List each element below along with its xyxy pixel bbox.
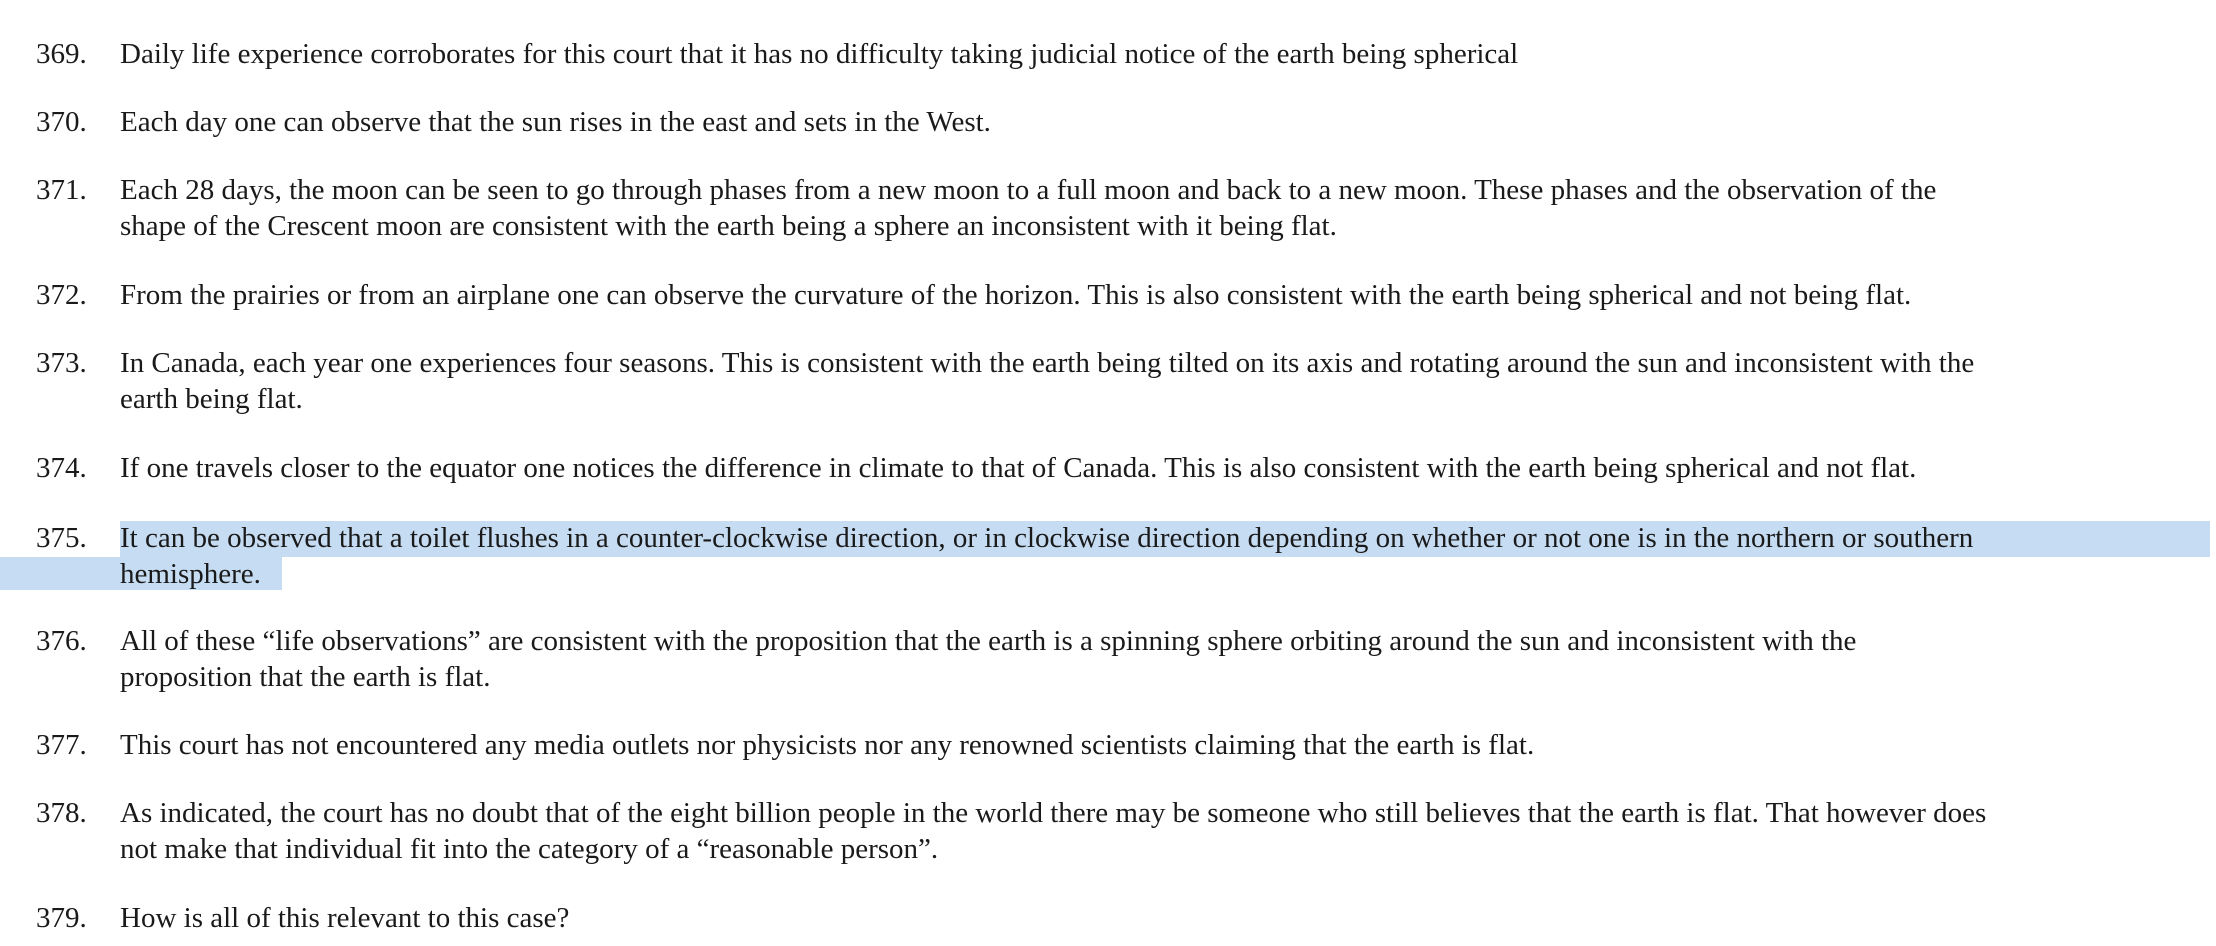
paragraph-number: 375. <box>36 522 87 554</box>
text-line: From the prairies or from an airplane one can observe the curvature of the horizon. This is also consistent with the earth being spherical and not being flat. <box>120 279 1912 311</box>
paragraph-text <box>120 450 2200 486</box>
paragraph-number: 379. <box>36 902 87 934</box>
paragraph-number: 371. <box>36 174 87 206</box>
paragraph-text <box>120 795 2200 867</box>
paragraph-text-selected[interactable] <box>120 520 2200 592</box>
text-line: In Canada, each year one experiences four seasons. This is consistent with the earth being tilted on its axis and rotating around the sun and inconsistent with the <box>120 347 1975 379</box>
paragraph-number: 377. <box>36 729 87 761</box>
paragraph-number: 372. <box>36 279 87 311</box>
paragraph-number: 370. <box>36 106 87 138</box>
paragraph-number: 373. <box>36 347 87 379</box>
paragraph-text <box>120 172 2200 244</box>
paragraph-number: 378. <box>36 797 87 829</box>
text-line: All of these “life observations” are consistent with the proposition that the earth is a spinning sphere orbiting around the sun and inconsistent with the <box>120 625 1857 657</box>
text-line: Daily life experience corroborates for this court that it has no difficulty taking judicial notice of the earth being spherical <box>120 38 1519 70</box>
paragraph-text <box>120 345 2200 417</box>
text-line: This court has not encountered any media outlets nor physicists nor any renowned scientists claiming that the earth is flat. <box>120 729 1535 761</box>
paragraph-number: 376. <box>36 625 87 657</box>
text-line: If one travels closer to the equator one notices the difference in climate to that of Canada. This is also consistent with the earth being spherical and not flat. <box>120 452 1917 484</box>
text-line: proposition that the earth is flat. <box>120 661 491 693</box>
text-line: Each 28 days, the moon can be seen to go through phases from a new moon to a full moon and back to a new moon. These phases and the observation of the <box>120 174 1937 206</box>
text-line: earth being flat. <box>120 383 303 415</box>
text-line[interactable]: It can be observed that a toilet flushes in a counter-clockwise direction, or in clockwise direction depending on whether or not one is in the northern or southern <box>120 522 1974 554</box>
paragraph-number: 374. <box>36 452 87 484</box>
paragraph-text <box>120 727 2200 763</box>
text-line: How is all of this relevant to this case? <box>120 902 570 934</box>
paragraph-text <box>120 277 2200 313</box>
text-line: Each day one can observe that the sun rises in the east and sets in the West. <box>120 106 991 138</box>
text-line: As indicated, the court has no doubt that of the eight billion people in the world there may be someone who still believes that the earth is flat. That however does <box>120 797 1987 829</box>
text-line: shape of the Crescent moon are consistent with the earth being a sphere an inconsistent with it being flat. <box>120 210 1337 242</box>
paragraph-text <box>120 623 2200 695</box>
text-line[interactable]: hemisphere. <box>120 558 261 590</box>
paragraph-text <box>120 104 2200 140</box>
text-line: not make that individual fit into the category of a “reasonable person”. <box>120 833 939 865</box>
paragraph-text <box>120 900 2200 936</box>
paragraph-number: 369. <box>36 38 87 70</box>
paragraph-text <box>120 36 2200 72</box>
